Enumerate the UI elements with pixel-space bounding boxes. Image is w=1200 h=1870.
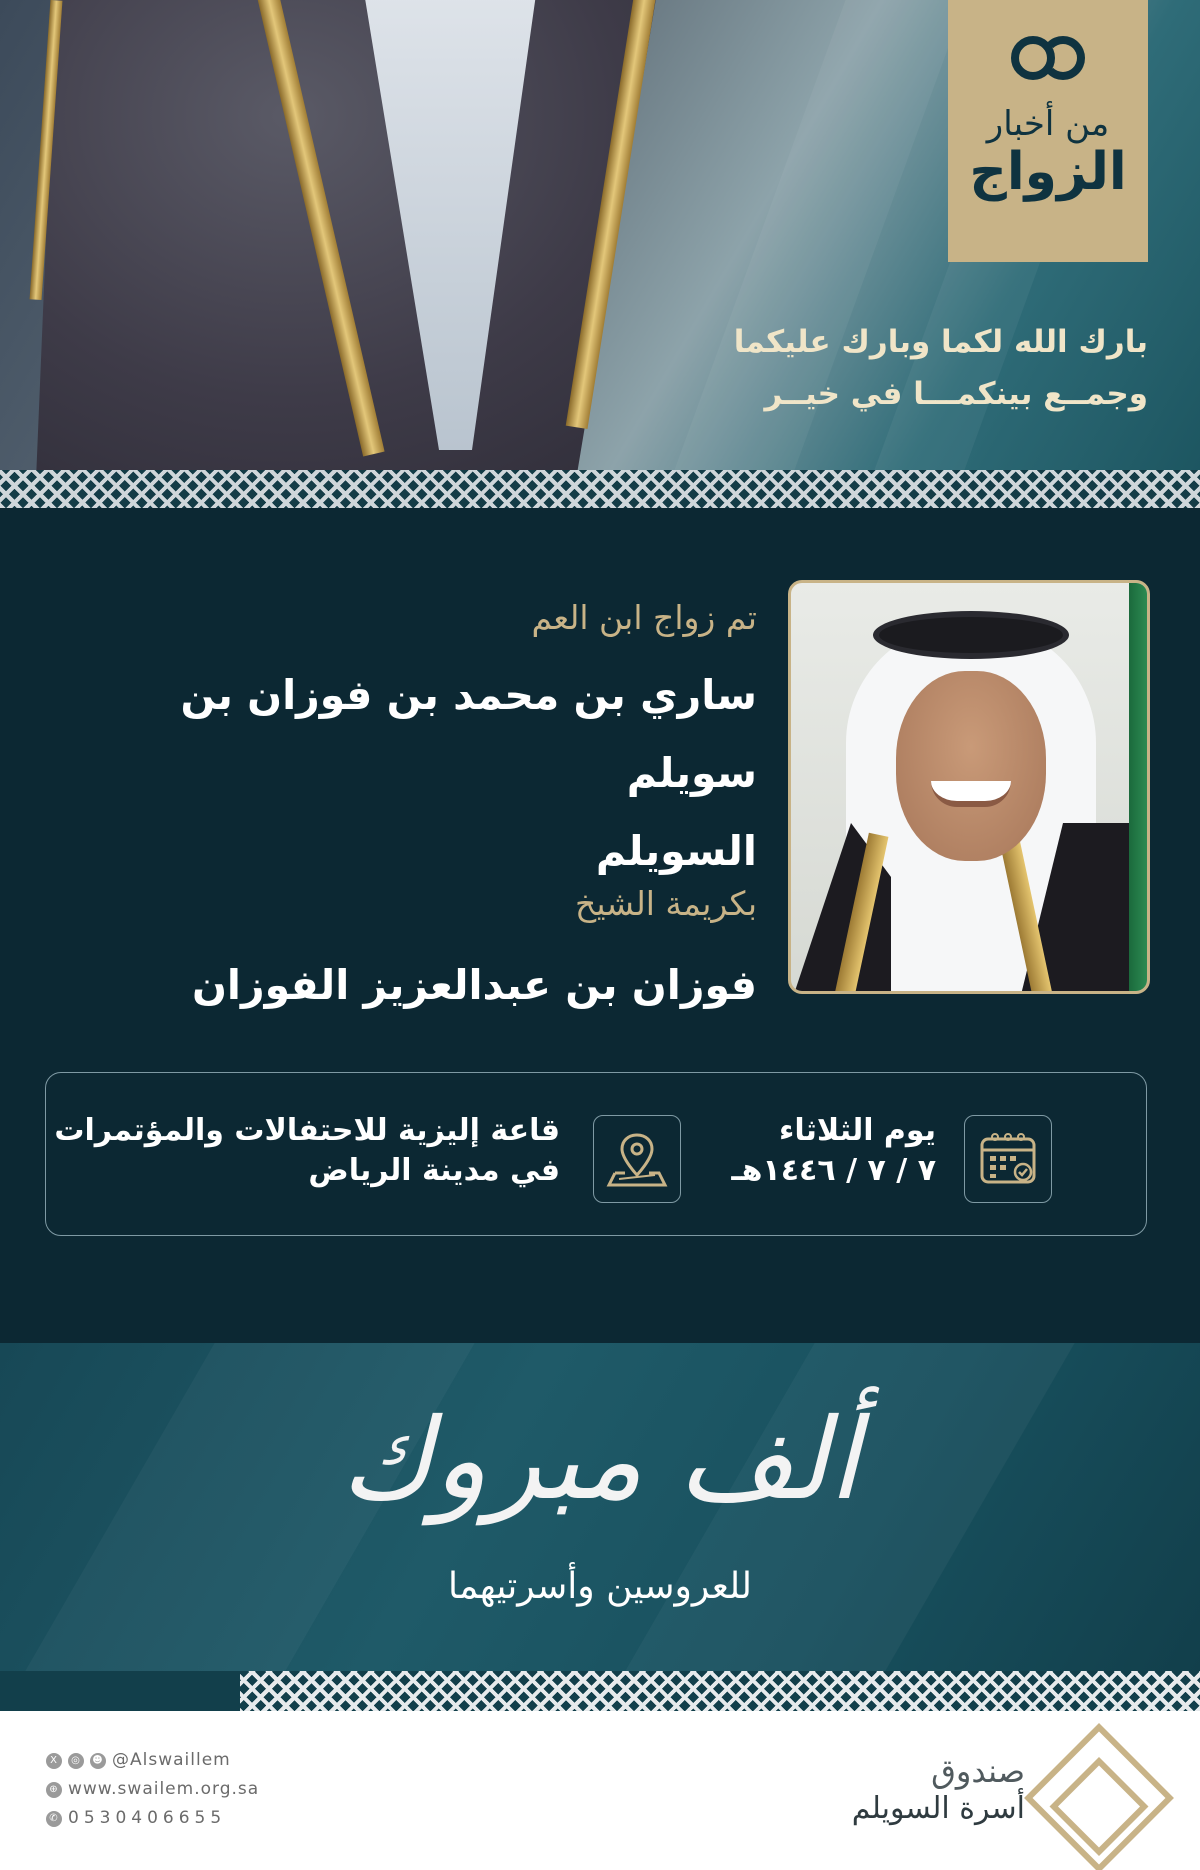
website-row — [46, 1775, 259, 1804]
blessing-line2: وجمــع بينكمـــا في خيــر — [764, 376, 1148, 412]
groom-name-line1: ساري بن محمد بن فوزان بن سويلم — [180, 671, 757, 797]
blessing-line1: بارك الله لكما وبارك عليكما — [733, 324, 1148, 360]
contact-info — [46, 1746, 259, 1833]
venue-line2: في مدينة الرياض — [308, 1153, 560, 1188]
ornamental-border — [0, 470, 1200, 508]
groom-name — [37, 656, 757, 890]
brand-name — [852, 1752, 1025, 1828]
bride-father-name — [37, 946, 757, 1024]
event-day: يوم الثلاثاء — [779, 1113, 936, 1148]
bride-label-text: بكريمة الشيخ — [575, 884, 757, 923]
snapchat-icon[interactable]: ☻ — [90, 1753, 106, 1769]
rings-icon — [1005, 26, 1091, 86]
bride-label — [37, 884, 757, 923]
location-pin-icon — [593, 1115, 681, 1203]
hero-banner — [0, 0, 1200, 470]
brand-line2: أسرة السويلم — [851, 1791, 1025, 1826]
phone-row — [46, 1804, 259, 1833]
groom-name-line2: السويلم — [595, 827, 757, 875]
marriage-label: تم زواج ابن العم — [531, 598, 757, 637]
website-link[interactable]: www.swailem.org.sa — [68, 1779, 260, 1799]
event-date-text: ٧ / ٧ / ١٤٤٦هـ — [731, 1153, 936, 1188]
badge-title-line2: الزواج — [969, 142, 1127, 203]
venue-line1: قاعة إليزية للاحتفالات والمؤتمرات — [54, 1113, 560, 1148]
globe-icon: ⊕ — [46, 1782, 62, 1798]
groom-face — [896, 671, 1046, 861]
blessing-text — [588, 316, 1148, 420]
groom-photo — [788, 580, 1150, 994]
event-date — [731, 1111, 936, 1191]
instagram-icon[interactable]: ◎ — [68, 1753, 84, 1769]
ornamental-border-fill — [0, 1671, 240, 1711]
calendar-icon — [964, 1115, 1052, 1203]
marriage-news-badge — [948, 0, 1148, 262]
whatsapp-icon: ✆ — [46, 1811, 62, 1827]
event-details-card — [45, 1072, 1147, 1236]
agal-headband — [873, 611, 1069, 659]
congrats-calligraphy: ألف مبروك — [340, 1395, 860, 1525]
social-handle[interactable]: @Alswaillem — [112, 1750, 231, 1770]
congrats-subtitle: للعروسين وأسرتيهما — [447, 1566, 753, 1607]
badge-title-line1: من أخبار — [986, 104, 1110, 144]
phone-number[interactable]: 0530406655 — [68, 1808, 227, 1828]
brand-line1: صندوق — [931, 1752, 1025, 1790]
x-icon[interactable]: X — [46, 1753, 62, 1769]
social-row — [46, 1746, 259, 1775]
bride-father-text: فوزان بن عبدالعزيز الفوزان — [191, 961, 757, 1009]
event-venue — [54, 1111, 560, 1191]
flag-backdrop — [1129, 583, 1147, 991]
groom-label — [37, 598, 757, 637]
